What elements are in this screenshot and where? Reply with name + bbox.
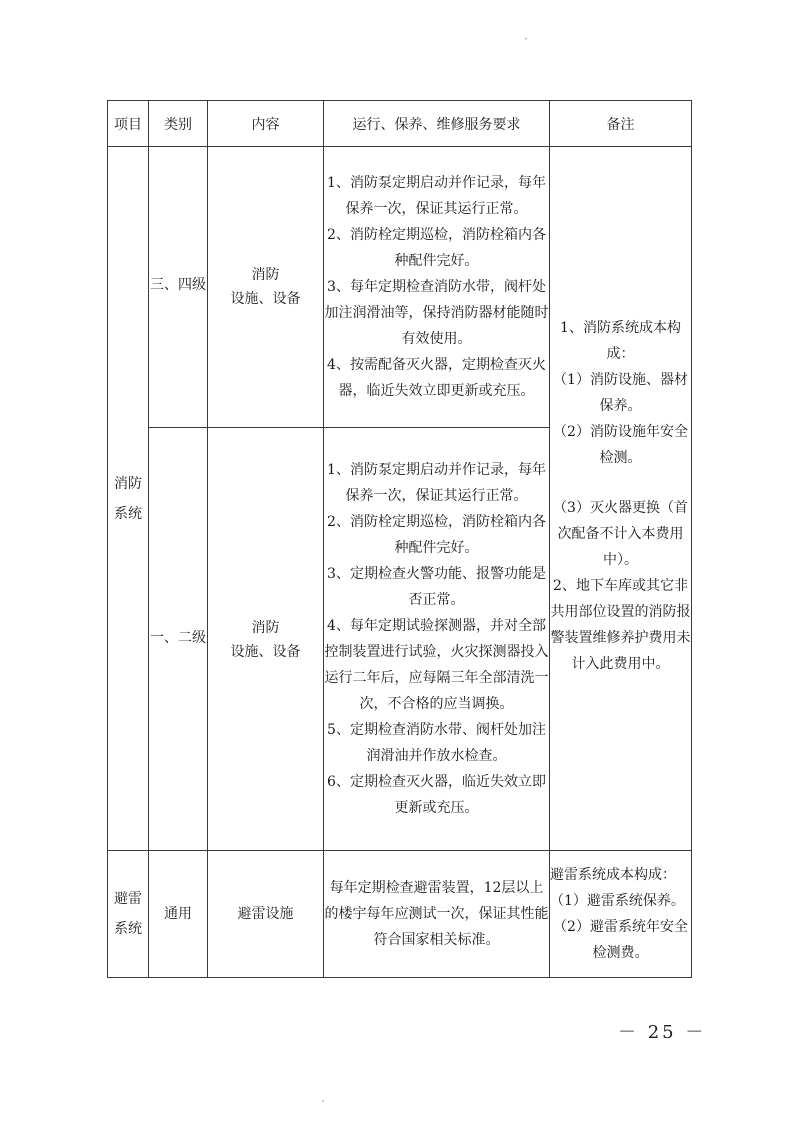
fire-requirements-34 (324, 147, 550, 428)
lightning-note-1: 避雷系统成本构成： (550, 867, 676, 883)
lightning-project-label: 避雷系统 (114, 891, 142, 937)
fire-content-34 (208, 147, 324, 428)
scan-speck-bottom: ′ (322, 1098, 325, 1112)
header-project: 项目 (108, 101, 149, 147)
lightning-content: 避雷设施 (208, 851, 324, 978)
req-34-item-2: 2、消防栓定期巡检，消防栓箱内各种配件完好。 (327, 227, 546, 269)
lightning-requirement: 每年定期检查避雷装置，12层以上的楼宇每年应测试一次，保证其性能符合国家相关标准。 (324, 851, 550, 978)
lightning-note-2: （1）避雷系统保养。 (550, 893, 685, 909)
lightning-notes-cell (550, 851, 692, 978)
fire-note-4: （3）灭火器更换（首次配备不计入本费用中）。 (553, 500, 688, 568)
lightning-category: 通用 (149, 851, 208, 978)
scan-speck-top: · (524, 32, 528, 46)
req-12-item-5: 5、定期检查消防水带、阀杆处加注润滑油并作放水检查。 (327, 722, 546, 764)
header-notes: 备注 (550, 101, 692, 147)
req-34-item-3: 3、每年定期检查消防水带，阀杆处加注润滑油等，保持消防器材能随时有效使用。 (324, 279, 549, 347)
fire-note-5: 2、地下车库或其它非共用部位设置的消防报警装置维修养护费用未计入此费用中。 (550, 578, 691, 672)
fire-content-12-line2: 设施、设备 (230, 644, 301, 660)
table-row (108, 147, 692, 428)
lightning-note-3: （2）避雷系统年安全检测费。 (553, 919, 688, 961)
req-34-item-4: 4、按需配备灭火器，定期检查灭火器，临近失效立即更新或充压。 (327, 357, 546, 399)
req-12-item-6: 6、定期检查灭火器，临近失效立即更新或充压。 (327, 774, 546, 816)
header-content: 内容 (208, 101, 324, 147)
fire-content-34-line2: 设施、设备 (230, 291, 301, 307)
lightning-project-cell (108, 851, 149, 978)
req-12-item-1: 1、消防泵定期启动并作记录，每年保养一次，保证其运行正常。 (327, 462, 546, 504)
fire-note-1: 1、消防系统成本构成： (560, 320, 681, 362)
fire-category-12: 一、二级 (149, 428, 208, 851)
fire-requirements-12 (324, 428, 550, 851)
req-34-item-1: 1、消防泵定期启动并作记录，每年保养一次，保证其运行正常。 (327, 175, 546, 217)
header-requirements: 运行、保养、维修服务要求 (324, 101, 550, 147)
page-number: － 25 － (618, 1022, 707, 1043)
req-12-item-2: 2、消防栓定期巡检，消防栓箱内各种配件完好。 (327, 514, 546, 556)
fire-notes-cell (550, 147, 692, 851)
req-12-item-4: 4、每年定期试验探测器，并对全部控制装置进行试验，火灾探测器投入运行二年后，应每隔三年全部清洗一次，不合格的应当调换。 (324, 618, 549, 712)
fire-project-label: 消防系统 (114, 475, 142, 522)
table-row (108, 851, 692, 978)
req-12-item-3: 3、定期检查火警功能、报警功能是否正常。 (327, 566, 546, 608)
table-header-row (108, 101, 692, 147)
header-category: 类别 (149, 101, 208, 147)
fire-note-3: （2）消防设施年安全检测。 (553, 424, 688, 466)
fire-content-12 (208, 428, 324, 851)
fire-content-34-line1: 消防 (251, 267, 280, 283)
fire-category-34: 三、四级 (149, 147, 208, 428)
maintenance-table (107, 100, 692, 978)
fire-project-cell (108, 147, 149, 851)
fire-note-2: （1）消防设施、器材保养。 (553, 372, 688, 414)
fire-content-12-line1: 消防 (251, 620, 280, 636)
